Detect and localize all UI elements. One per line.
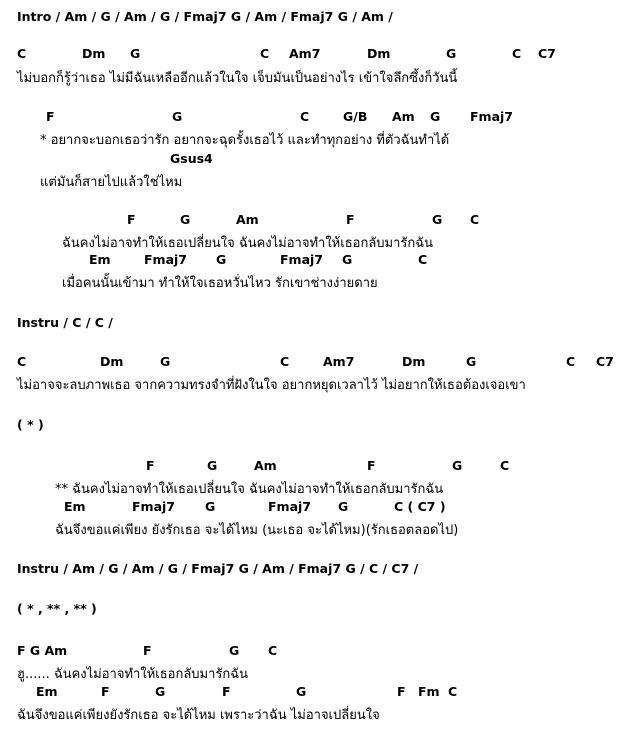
chord: C7 xyxy=(596,354,614,369)
chord: G xyxy=(160,354,171,369)
instru-line: Instru / Am / G / Am / G / Fmaj7 G / Am / Fmaj7 G / C / C7 / xyxy=(17,561,419,576)
chord: Dm xyxy=(82,46,106,61)
chord: G xyxy=(452,458,463,473)
chord: G xyxy=(296,684,307,699)
lyric-line: ฉันคงไม่อาจทำให้เธอเปลี่ยนใจ ฉันคงไม่อาจทำให้เธอกลับมารักฉัน xyxy=(62,236,433,251)
chord: C xyxy=(418,252,428,267)
chord: C ( C7 ) xyxy=(394,499,446,514)
chord: G xyxy=(466,354,477,369)
chord: G xyxy=(172,109,183,124)
chord: Em xyxy=(36,684,58,699)
chord: Am xyxy=(254,458,277,473)
intro-line: Intro / Am / G / Am / G / Fmaj7 G / Am / Fmaj7 G / Am / xyxy=(17,9,393,24)
chord: Am7 xyxy=(289,46,321,61)
chord: G/B xyxy=(343,109,368,124)
chord: F xyxy=(367,458,376,473)
chord: F xyxy=(143,643,152,658)
chord: C xyxy=(260,46,270,61)
chord: G xyxy=(216,252,227,267)
repeat-marker: ( * ) xyxy=(17,417,44,432)
chord: C7 xyxy=(538,46,556,61)
chord: C xyxy=(268,643,278,658)
chord: Am7 xyxy=(323,354,355,369)
chord: G xyxy=(207,458,218,473)
chord: G xyxy=(229,643,240,658)
chord: Fmaj7 xyxy=(132,499,175,514)
lyric-line: ** ฉันคงไม่อาจทำให้เธอเปลี่ยนใจ ฉันคงไม่อาจทำให้เธอกลับมารักฉัน xyxy=(55,482,444,497)
chord: Am xyxy=(236,212,259,227)
chord: Fmaj7 xyxy=(280,252,323,267)
repeat-marker: ( * , ** , ** ) xyxy=(17,601,97,616)
chord: G xyxy=(180,212,191,227)
chord: C xyxy=(448,684,458,699)
chord: Fm xyxy=(418,684,440,699)
chord: F xyxy=(346,212,355,227)
chord: Gsus4 xyxy=(170,151,213,166)
chord: F G Am xyxy=(17,643,68,658)
chord: Dm xyxy=(100,354,124,369)
chord: G xyxy=(338,499,349,514)
chord: C xyxy=(280,354,290,369)
lyric-line: ฉันจึงขอแค่เพียง ยังรักเธอ จะได้ไหม (นะเธอ จะได้ไหม)(รักเธอตลอดไป) xyxy=(55,523,459,538)
chord: G xyxy=(430,109,441,124)
chord: G xyxy=(446,46,457,61)
chord: G xyxy=(432,212,443,227)
lyric-line: * อยากจะบอกเธอว่ารัก อยากจะฉุดรั้งเธอไว้ และทำทุกอย่าง ที่ตัวฉันทำได้ xyxy=(40,133,450,148)
chord: Fmaj7 xyxy=(470,109,513,124)
chord: F xyxy=(101,684,110,699)
chord: G xyxy=(205,499,216,514)
chord: C xyxy=(17,354,27,369)
chord: C xyxy=(566,354,576,369)
chord: Em xyxy=(89,252,111,267)
chord: C xyxy=(470,212,480,227)
chord: F xyxy=(397,684,406,699)
chord: C xyxy=(17,46,27,61)
chord: C xyxy=(500,458,510,473)
chord: Am xyxy=(392,109,415,124)
chord: G xyxy=(342,252,353,267)
chord: Fmaj7 xyxy=(144,252,187,267)
lyric-line: เมื่อคนนั้นเข้ามา ทำให้ใจเธอหวั่นไหว รักเขาช่างง่ายดาย xyxy=(62,276,378,291)
chord: F xyxy=(46,109,55,124)
lyric-line: ฉันจึงขอแค่เพียงยังรักเธอ จะได้ไหม เพราะว่าฉัน ไม่อาจเปลี่ยนใจ xyxy=(17,708,380,723)
chord: F xyxy=(127,212,136,227)
instru-line: Instru / C / C / xyxy=(17,315,113,330)
lyric-line: ไม่อาจจะลบภาพเธอ จากความทรงจำที่ฝังในใจ อยากหยุดเวลาไว้ ไม่อยากให้เธอต้องเจอเขา xyxy=(17,378,526,393)
chord: Dm xyxy=(367,46,391,61)
chord: F xyxy=(222,684,231,699)
lyric-line: ฮู...... ฉันคงไม่อาจทำให้เธอกลับมารักฉัน xyxy=(17,667,249,682)
chord: G xyxy=(130,46,141,61)
chord: C xyxy=(512,46,522,61)
chord: G xyxy=(155,684,166,699)
chord: Em xyxy=(64,499,86,514)
chord: Fmaj7 xyxy=(268,499,311,514)
lyric-line: ไม่บอกก็รู้ว่าเธอ ไม่มีฉันเหลืออีกแล้วในใจ เจ็บมันเป็นอย่างไร เข้าใจลึกซึ้งก็วันนี้ xyxy=(17,71,458,86)
chord: C xyxy=(300,109,310,124)
chord: F xyxy=(146,458,155,473)
lyric-line: แต่มันก็สายไปแล้วใช่ไหม xyxy=(40,175,183,190)
chord: Dm xyxy=(402,354,426,369)
